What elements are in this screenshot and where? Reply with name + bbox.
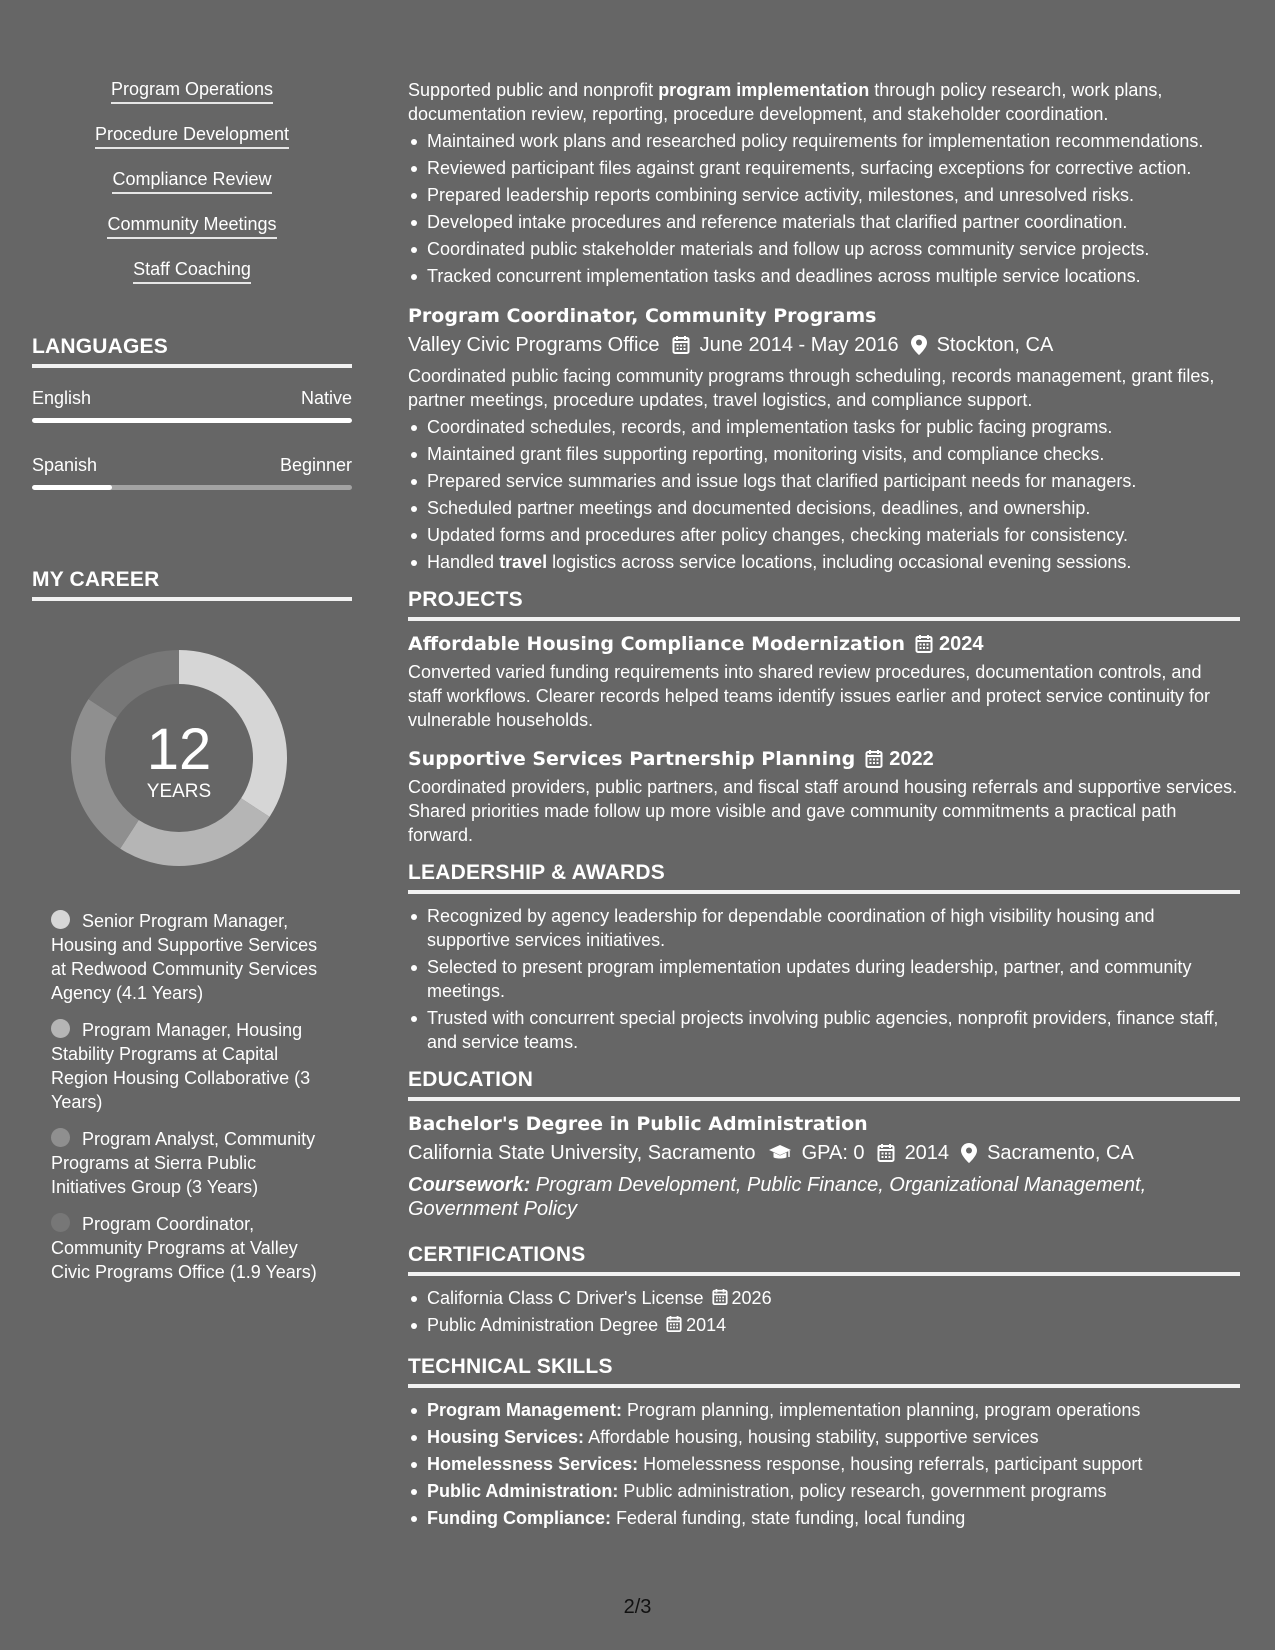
calendar-icon: [865, 749, 883, 769]
career-legend-item: Program Manager, Housing Stability Programs at Capital Region Housing Collaborative (3 Years): [51, 1020, 311, 1112]
list-item: Handled travel logistics across service locations, including occasional evening sessions.: [408, 550, 1240, 574]
language-proficiency-bar: [32, 485, 352, 490]
list-item: Public Administration: Public administration, policy research, government programs: [408, 1479, 1240, 1503]
list-item: Scheduled partner meetings and documented decisions, deadlines, and ownership.: [408, 496, 1240, 520]
legend-dot: [51, 1213, 70, 1232]
degree-title: Bachelor's Degree in Public Administration: [408, 1113, 868, 1135]
main-content: [408, 78, 1240, 1530]
school-location: Sacramento, CA: [987, 1142, 1134, 1164]
job-org: Valley Civic Programs Office: [408, 334, 660, 356]
list-item: Coordinated schedules, records, and implementation tasks for public facing programs.: [408, 415, 1240, 439]
list-item: Public Administration Degree 2014: [408, 1313, 1240, 1337]
list-item: Reviewed participant files against grant requirements, surfacing exceptions for corrective action.: [408, 156, 1240, 180]
job-location: Stockton, CA: [936, 334, 1054, 356]
job-title: Program Coordinator, Community Programs: [408, 305, 877, 327]
job-bullets: [408, 415, 1240, 574]
skill-tag: Procedure Development: [95, 123, 289, 149]
graduation-cap-icon: [768, 1144, 792, 1162]
career-legend-item: Program Coordinator, Community Programs at Valley Civic Programs Office (1.9 Years): [51, 1214, 317, 1282]
job-intro: Supported public and nonprofit program implementation through policy research, work plans, documentation review, reporting, procedure development, and stakeholder coordination.: [408, 80, 1163, 124]
education-heading: EDUCATION: [408, 1068, 1240, 1101]
list-item: Selected to present program implementation updates during leadership, partner, and community meetings.: [408, 955, 1240, 1003]
map-pin-icon: [961, 1143, 977, 1163]
legend-dot: [51, 1128, 70, 1147]
project-title: Supportive Services Partnership Planning: [408, 748, 856, 770]
education-meta: [408, 1139, 1240, 1167]
career-donut-chart: [66, 645, 292, 871]
project-item: [408, 631, 1240, 732]
language-item: [32, 454, 352, 490]
legend-dot: [51, 1019, 70, 1038]
career-years-label: YEARS: [146, 781, 212, 802]
language-name: Spanish: [32, 455, 98, 475]
project-year: 2022: [889, 748, 934, 770]
list-item: Housing Services: Affordable housing, housing stability, supportive services: [408, 1425, 1240, 1449]
projects-heading: PROJECTS: [408, 588, 1240, 621]
career-legend: [51, 909, 331, 1284]
language-proficiency-fill: [32, 418, 352, 423]
school-name: California State University, Sacramento: [408, 1142, 756, 1164]
list-item: Funding Compliance: Federal funding, state funding, local funding: [408, 1506, 1240, 1530]
map-pin-icon: [911, 335, 927, 355]
intro-bullets: [408, 129, 1240, 288]
calendar-icon: [915, 634, 933, 654]
list-item: Maintained work plans and researched policy requirements for implementation recommendations.: [408, 129, 1240, 153]
language-name: English: [32, 388, 92, 408]
skill-tag: Program Operations: [111, 78, 273, 104]
list-item: Recognized by agency leadership for dependable coordination of high visibility housing and supportive services initiatives.: [408, 904, 1240, 952]
project-description: Coordinated providers, public partners, and fiscal staff around housing referrals and supportive services. Shared priorities made follow up more visible and gave community commitments a practical path forward.: [408, 777, 1238, 845]
list-item: Prepared service summaries and issue logs that clarified participant needs for managers.: [408, 469, 1240, 493]
project-description: Converted varied funding requirements into shared review procedures, documentation controls, and staff workflows. Clearer records helped teams identify issues earlier and protect service continuity for vulnerable households.: [408, 662, 1211, 730]
calendar-icon: [672, 335, 690, 355]
coursework: Coursework: Program Development, Public Finance, Organizational Management, Government Policy: [408, 1174, 1147, 1220]
calendar-icon: [666, 1315, 682, 1333]
career-total-years: 12: [146, 717, 212, 782]
certifications-heading: CERTIFICATIONS: [408, 1243, 1240, 1276]
list-item: Prepared leadership reports combining service activity, milestones, and unresolved risks.: [408, 183, 1240, 207]
list-item: Updated forms and procedures after policy changes, checking materials for consistency.: [408, 523, 1240, 547]
career-heading: MY CAREER: [32, 568, 352, 601]
sidebar: [32, 78, 352, 1297]
language-level: Beginner: [279, 455, 352, 475]
career-legend-item: Program Analyst, Community Programs at Sierra Public Initiatives Group (3 Years): [51, 1129, 316, 1197]
career-legend-item: Senior Program Manager, Housing and Supportive Services at Redwood Community Services Agency (4.1 Years): [51, 911, 318, 1003]
project-title: Affordable Housing Compliance Modernization: [408, 633, 906, 655]
skill-tag: Staff Coaching: [133, 258, 251, 284]
job-summary: Coordinated public facing community programs through scheduling, records management, grant files, partner meetings, procedure updates, travel logistics, and compliance support.: [408, 366, 1215, 410]
awards-list: [408, 904, 1240, 1054]
list-item: Coordinated public stakeholder materials and follow up across community service projects.: [408, 237, 1240, 261]
project-year: 2024: [939, 633, 984, 655]
language-proficiency-bar: [32, 418, 352, 423]
project-item: [408, 746, 1240, 847]
skill-tag: Compliance Review: [112, 168, 271, 194]
list-item: California Class C Driver's License 2026: [408, 1286, 1240, 1310]
calendar-icon: [877, 1143, 895, 1163]
language-item: [32, 387, 352, 423]
skill-tags: [32, 78, 352, 303]
list-item: Maintained grant files supporting reporting, monitoring visits, and compliance checks.: [408, 442, 1240, 466]
list-item: Developed intake procedures and reference materials that clarified partner coordination.: [408, 210, 1240, 234]
certifications-list: [408, 1286, 1240, 1337]
language-proficiency-fill: [32, 485, 112, 490]
awards-heading: LEADERSHIP & AWARDS: [408, 861, 1240, 894]
graduation-year: 2014: [904, 1142, 950, 1164]
job-dates: June 2014 - May 2016: [699, 334, 899, 356]
page-number: 2/3: [623, 1596, 652, 1618]
job-meta: [408, 331, 1240, 359]
gpa: GPA: 0: [801, 1142, 865, 1164]
list-item: Homelessness Services: Homelessness response, housing referrals, participant support: [408, 1452, 1240, 1476]
calendar-icon: [712, 1288, 728, 1306]
languages-heading: LANGUAGES: [32, 335, 352, 368]
skill-tag: Community Meetings: [107, 213, 276, 239]
language-level: Native: [300, 388, 352, 408]
list-item: Trusted with concurrent special projects involving public agencies, nonprofit providers, finance staff, and service teams.: [408, 1006, 1240, 1054]
list-item: Program Management: Program planning, implementation planning, program operations: [408, 1398, 1240, 1422]
legend-dot: [51, 910, 70, 929]
technical-skills-list: [408, 1398, 1240, 1530]
list-item: Tracked concurrent implementation tasks and deadlines across multiple service locations.: [408, 264, 1240, 288]
technical-skills-heading: TECHNICAL SKILLS: [408, 1355, 1240, 1388]
